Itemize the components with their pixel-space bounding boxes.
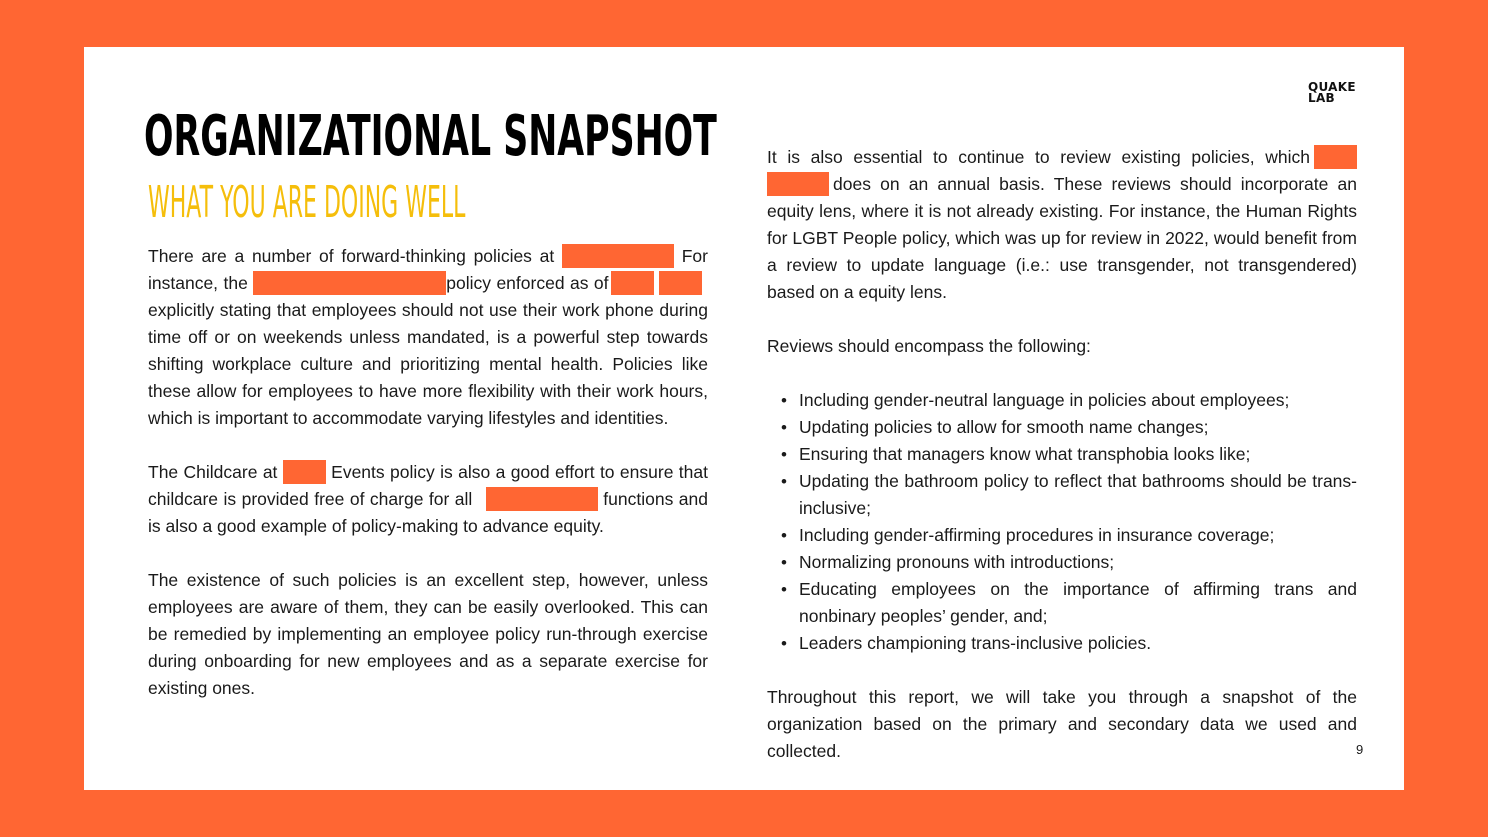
list-item: • Leaders championing trans-inclusive policies. <box>767 630 1357 657</box>
left-column <box>148 243 708 702</box>
quake-lab-logo <box>1308 82 1356 104</box>
page-number: 9 <box>1356 742 1364 757</box>
text-segment: explicitly stating that employees should not use their work phone during time off or on weekends unless mandated, is a powerful step towards shifting workplace culture and prioritizing mental health. Policies like these allow for employees to have more flexibility with their work hours, which is important to accommodate varying lifestyles and identities. <box>148 300 708 428</box>
redaction-block <box>253 271 446 295</box>
redaction-block <box>767 172 829 196</box>
text-segment: The Childcare at <box>148 462 283 482</box>
logo-line-1: QUAKE <box>1308 80 1356 94</box>
left-paragraph-3: The existence of such policies is an excellent step, however, unless employees are aware of them, they can be easily overlooked. This can be remedied by implementing an employee policy run-through exercise during onboarding for new employees and as a separate exercise for existing ones. <box>148 570 708 698</box>
left-paragraph-2 <box>148 459 708 540</box>
redaction-block <box>486 487 598 511</box>
right-paragraph-1 <box>767 144 1357 306</box>
redaction-block <box>1314 145 1357 169</box>
text-segment: For instance, the <box>148 246 708 293</box>
text-segment: functions and is also a good example of policy-making to advance equity. <box>148 489 708 536</box>
text-segment: does on an annual basis. These reviews should incorporate an equity lens, where it is not already existing. For instance, the Human Rights for LGBT People policy, which was up for review in 2022, would benefit from a review to update language (i.e.: use transgender, not transgendered) based on a equity lens. <box>767 174 1357 302</box>
redaction-block <box>283 460 326 484</box>
list-item: • Normalizing pronouns with introductions; <box>767 549 1357 576</box>
text-segment: policy enforced as of <box>446 273 609 293</box>
list-item: • Updating policies to allow for smooth name changes; <box>767 414 1357 441</box>
text-segment: It is also essential to continue to review existing policies, which <box>767 147 1310 167</box>
report-page <box>84 47 1404 790</box>
list-item: • Updating the bathroom policy to reflect that bathrooms should be trans-inclusive; <box>767 468 1357 522</box>
text-segment: Events policy is also a good effort to ensure that childcare is provided free of charge for all <box>148 462 708 509</box>
review-bullet-list <box>767 387 1357 657</box>
redaction-block <box>611 271 654 295</box>
text-segment: There are a number of forward-thinking policies at <box>148 246 562 266</box>
right-paragraph-3: Throughout this report, we will take you through a snapshot of the organization based on the primary and secondary data we used and collected. <box>767 687 1357 761</box>
page-title: ORGANIZATIONAL SNAPSHOT <box>144 104 717 169</box>
left-paragraph-1 <box>148 243 708 432</box>
list-item: • Including gender-neutral language in policies about employees; <box>767 387 1357 414</box>
right-paragraph-2: Reviews should encompass the following: <box>767 336 1091 356</box>
list-item: • Educating employees on the importance of affirming trans and nonbinary peoples’ gender, and; <box>767 576 1357 630</box>
right-column <box>767 144 1357 765</box>
page-subtitle: WHAT YOU ARE DOING WELL <box>148 177 466 228</box>
redaction-block <box>562 244 674 268</box>
redaction-block <box>659 271 702 295</box>
list-item: • Including gender-affirming procedures in insurance coverage; <box>767 522 1357 549</box>
list-item: • Ensuring that managers know what transphobia looks like; <box>767 441 1357 468</box>
logo-line-2: LAB <box>1308 91 1335 105</box>
